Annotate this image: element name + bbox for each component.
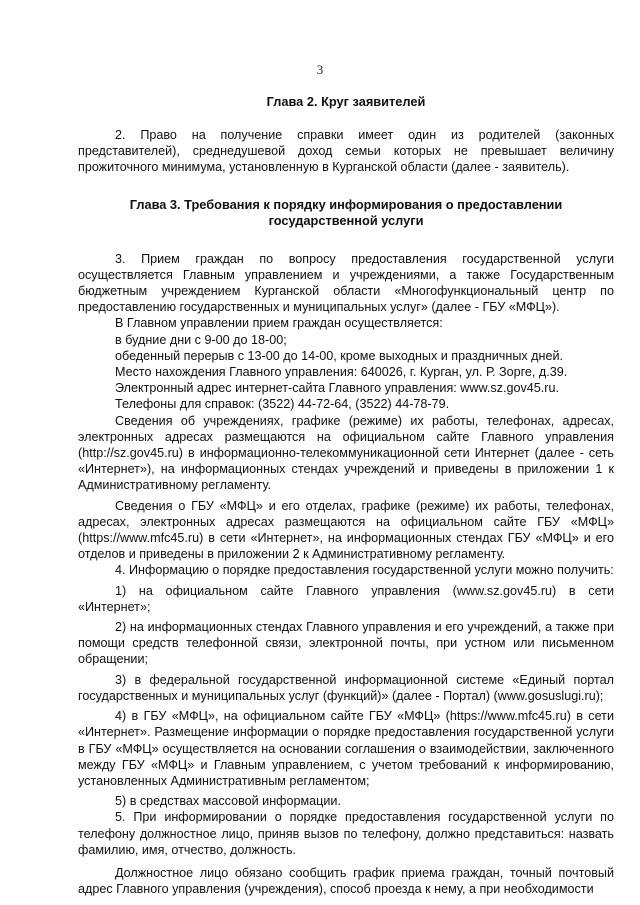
paragraph-2: 2. Право на получение справки имеет один из родителей (законных представителей), среднедушевой доход семьи которых не превышает величину прожиточного минимума, установленную в Курганской области (далее - заявитель).	[78, 128, 614, 175]
weekday-hours: в будние дни с 9-00 до 18-00;	[115, 332, 287, 347]
phone-numbers: Телефоны для справок: (3522) 44-72-64, (3522) 44-78-79.	[115, 397, 450, 412]
paragraph-4: 4. Информацию о порядке предоставления государственной услуги можно получить:	[115, 563, 614, 578]
chapter-2-heading: Глава 2. Круг заявителей	[266, 94, 426, 109]
chapter-3-heading: Глава 3. Требования к порядку информирования о предоставлении государственной услуги	[129, 196, 563, 228]
item-1: 1) на официальном сайте Главного управления (www.sz.gov45.ru) в сети «Интернет»;	[78, 583, 614, 614]
item-4: 4) в ГБУ «МФЦ», на официальном сайте ГБУ «МФЦ» (https://www.mfc45.ru) в сети «Интернет». Размещение информации о порядке предоставления государственной услуги в ГБУ «МФЦ» осуществляется на основании соглашения о взаимодействии, заключенного между ГБУ «МФЦ» и Главным управлением, с учетом требований к информированию, установленных Административным регламентом;	[78, 709, 614, 788]
website-address: Электронный адрес интернет-сайта Главного управления: www.sz.gov45.ru.	[115, 381, 559, 396]
lunch-break: обеденный перерыв с 13-00 до 14-00, кроме выходных и праздничных дней.	[115, 348, 564, 363]
office-address: Место нахождения Главного управления: 640026, г. Курган, ул. Р. Зорге, д.39.	[115, 365, 568, 380]
official-duties: Должностное лицо обязано сообщить график приема граждан, точный почтовый адрес Главного управления (учреждения), способ проезда к нему, а при необходимости	[78, 865, 614, 897]
paragraph-3: 3. Прием граждан по вопросу предоставления государственной услуги осуществляется Главным управлением и учреждениями, а также Государственным бюджетным учреждением Курганской области «Многофункциональный центр по предоставлению государственных и муниципальных услуг» (далее - ГБУ «МФЦ»).	[78, 251, 614, 315]
mfc-info: Сведения о ГБУ «МФЦ» и его отделах, графике (режиме) их работы, телефонах, адресах, электронных адресах размещаются на официальном сайте ГБУ «МФЦ» (https://www.mfc45.ru) в сети «Интернет», на информационных стендах ГБУ «МФЦ» и его отделов и приведены в приложении 2 к Административному регламенту.	[78, 498, 614, 562]
item-5: 5) в средствах массовой информации.	[115, 794, 341, 809]
page-number: 3	[316, 62, 324, 77]
reception-intro: В Главном управлении прием граждан осуществляется:	[115, 316, 443, 331]
institutions-info: Сведения об учреждениях, графике (режиме) их работы, телефонах, адресах, электронных адресах размещаются на официальном сайте Главного управления (http://sz.gov45.ru) в информационно-телекоммуникационной сети Интернет (далее - сеть «Интернет»), на информационных стендах учреждений и приведены в приложении 1 к Административному регламенту.	[78, 413, 614, 493]
item-3: 3) в федеральной государственной информационной системе «Единый портал государственных и муниципальных услуг (функций)» (далее - Портал) (www.gosuslugi.ru);	[78, 672, 614, 703]
document-body	[78, 94, 614, 897]
paragraph-5: 5. При информировании о порядке предоставления государственной услуги по телефону должностное лицо, приняв вызов по телефону, должно представиться: назвать фамилию, имя, отчество, должность.	[78, 810, 614, 857]
item-2: 2) на информационных стендах Главного управления и его учреждений, а также при помощи средств телефонной связи, электронной почты, при устном или письменном обращении;	[78, 620, 614, 667]
